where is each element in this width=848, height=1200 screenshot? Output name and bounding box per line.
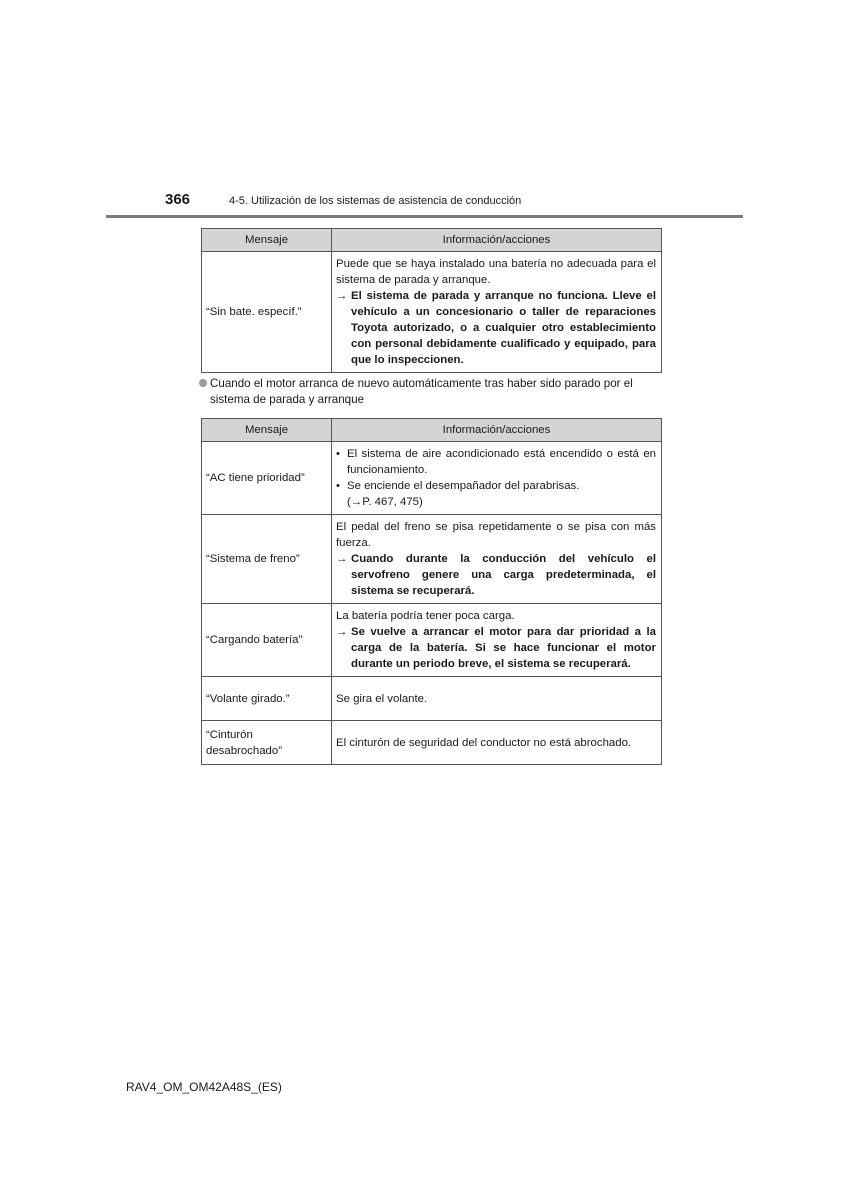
page-reference: [336, 494, 656, 510]
table-row: [202, 604, 662, 677]
ref-text: P. 467, 475): [362, 496, 423, 508]
action-text: El sistema de parada y arranque no funciona. Lleve el vehículo a un concesionario o taller de reparaciones Toyota autorizado, o a cualquier otro establecimiento con personal debidamente cualificado y equipado, para que lo inspeccionen.: [351, 290, 656, 366]
list-item-text: El sistema de aire acondicionado está encendido o está en funcionamiento.: [347, 448, 656, 476]
action-text: Se vuelve a arrancar el motor para dar prioridad a la carga de la batería. Si se hace funcionar el motor durante un periodo breve, el sistema se recuperará.: [351, 626, 656, 670]
info-text: Puede que se haya instalado una batería no adecuada para el sistema de parada y arranque.: [336, 258, 656, 286]
arrow-icon: →: [336, 553, 348, 565]
bullet-icon: •: [336, 480, 340, 492]
table-row: [202, 252, 662, 373]
list-item: [336, 478, 656, 494]
column-header-message: Mensaje: [202, 419, 332, 442]
message-cell: “Sin bate. específ.”: [202, 252, 332, 373]
message-cell: “Cargando batería”: [202, 604, 332, 677]
arrow-icon: →: [336, 626, 348, 638]
column-header-message: Mensaje: [202, 229, 332, 252]
table-row: [202, 721, 662, 765]
page-number: 366: [165, 191, 191, 208]
column-header-info: Información/acciones: [332, 229, 662, 252]
ref-paren: (: [347, 496, 351, 508]
info-cell: [332, 442, 662, 515]
info-cell: El cinturón de seguridad del conductor no está abrochado.: [332, 721, 662, 765]
list-item: [336, 446, 656, 478]
info-cell: [332, 515, 662, 604]
list-item-text: Se enciende el desempañador del parabrisas.: [347, 480, 580, 492]
table-header-row: [202, 229, 662, 252]
section-title: 4-5. Utilización de los sistemas de asistencia de conducción: [229, 195, 522, 207]
action-line: [336, 288, 656, 368]
header-divider: [106, 215, 743, 218]
table-row: [202, 515, 662, 604]
message-cell: “Cinturón desabrochado”: [202, 721, 332, 765]
info-text: La batería podría tener poca carga.: [336, 610, 515, 622]
table-row: [202, 442, 662, 515]
bullet-circle-icon: [199, 379, 207, 387]
info-cell: Se gira el volante.: [332, 677, 662, 721]
message-cell: “Sistema de freno”: [202, 515, 332, 604]
messages-table-2: [201, 418, 662, 765]
context-note: [199, 376, 662, 408]
note-line-1: Cuando el motor arranca de nuevo automáticamente tras haber sido parado por el: [210, 377, 633, 390]
info-cell: [332, 252, 662, 373]
message-cell: “Volante girado.”: [202, 677, 332, 721]
messages-table-1: [201, 228, 662, 373]
document-code: RAV4_OM_OM42A48S_(ES): [126, 1080, 282, 1094]
action-line: [336, 551, 656, 599]
info-text: El pedal del freno se pisa repetidamente o se pisa con más fuerza.: [336, 521, 656, 549]
table-header-row: [202, 419, 662, 442]
message-cell: “AC tiene prioridad”: [202, 442, 332, 515]
info-cell: [332, 604, 662, 677]
table-row: [202, 677, 662, 721]
note-line-2: sistema de parada y arranque: [210, 393, 365, 406]
action-line: [336, 624, 656, 672]
arrow-icon: →: [336, 290, 348, 302]
action-text: Cuando durante la conducción del vehículo el servofreno genere una carga predeterminada, el sistema se recuperará.: [351, 553, 656, 597]
column-header-info: Información/acciones: [332, 419, 662, 442]
bullet-icon: •: [336, 448, 340, 460]
arrow-icon: →: [350, 496, 363, 508]
